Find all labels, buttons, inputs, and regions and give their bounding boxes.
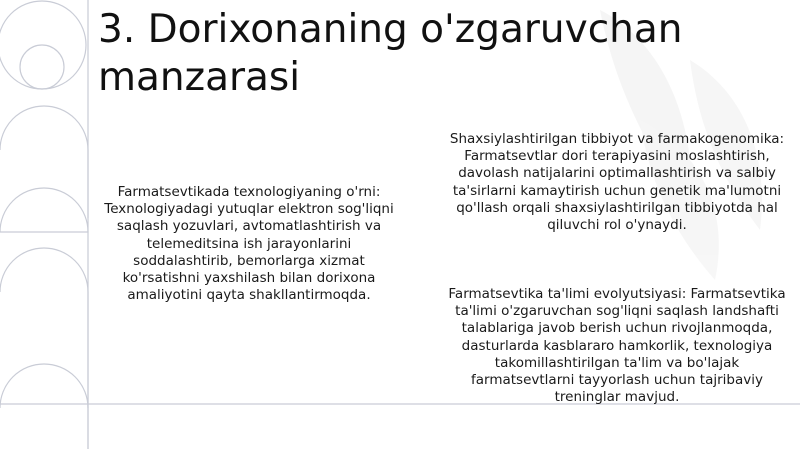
text-block-personalized-medicine: Shaxsiylashtirilgan tibbiyot va farmakogenomika: Farmatsevtlar dori terapiyasini moslashtirish, davolash natijalarini optimallashtirish va salbiy ta'sirlarni kamaytirish uchun genetik ma'lumotni qo'llash orqali shaxsiylashtirilgan tibbiyotda hal qiluvchi rol o'ynaydi. — [449, 131, 785, 234]
arch-shape-3 — [0, 248, 88, 449]
arch-shape-2 — [0, 188, 88, 232]
text-block-technology: Farmatsevtikada texnologiyaning o'rni: Texnologiyadagi yutuqlar elektron sog'liqni saqlash yozuvlari, avtomatlashtirish va telemeditsina ish jarayonlarini soddalashtirib, bemorlarga xizmat ko'rsatishni yaxshilash bilan dorixona amaliyotini qayta shakllantirmoqda. — [104, 184, 394, 304]
text-block-education-evolution: Farmatsevtika ta'limi evolyutsiyasi: Farmatsevtika ta'limi o'zgaruvchan sog'liqni saqlash landshafti talablariga javob berish uchun rivojlanmoqda, dasturlarda kasblararo hamkorlik, texnologiya takomillashtirilgan ta'lim va bo'lajak farmatsevtlarni tayyorlash uchun tajribaviy treninglar mavjud. — [448, 286, 786, 406]
inner-circle-shape — [20, 45, 64, 89]
arch-shape-4 — [0, 364, 88, 408]
slide-title: 3. Dorixonaning o'zgaruvchan manzarasi — [98, 7, 683, 100]
